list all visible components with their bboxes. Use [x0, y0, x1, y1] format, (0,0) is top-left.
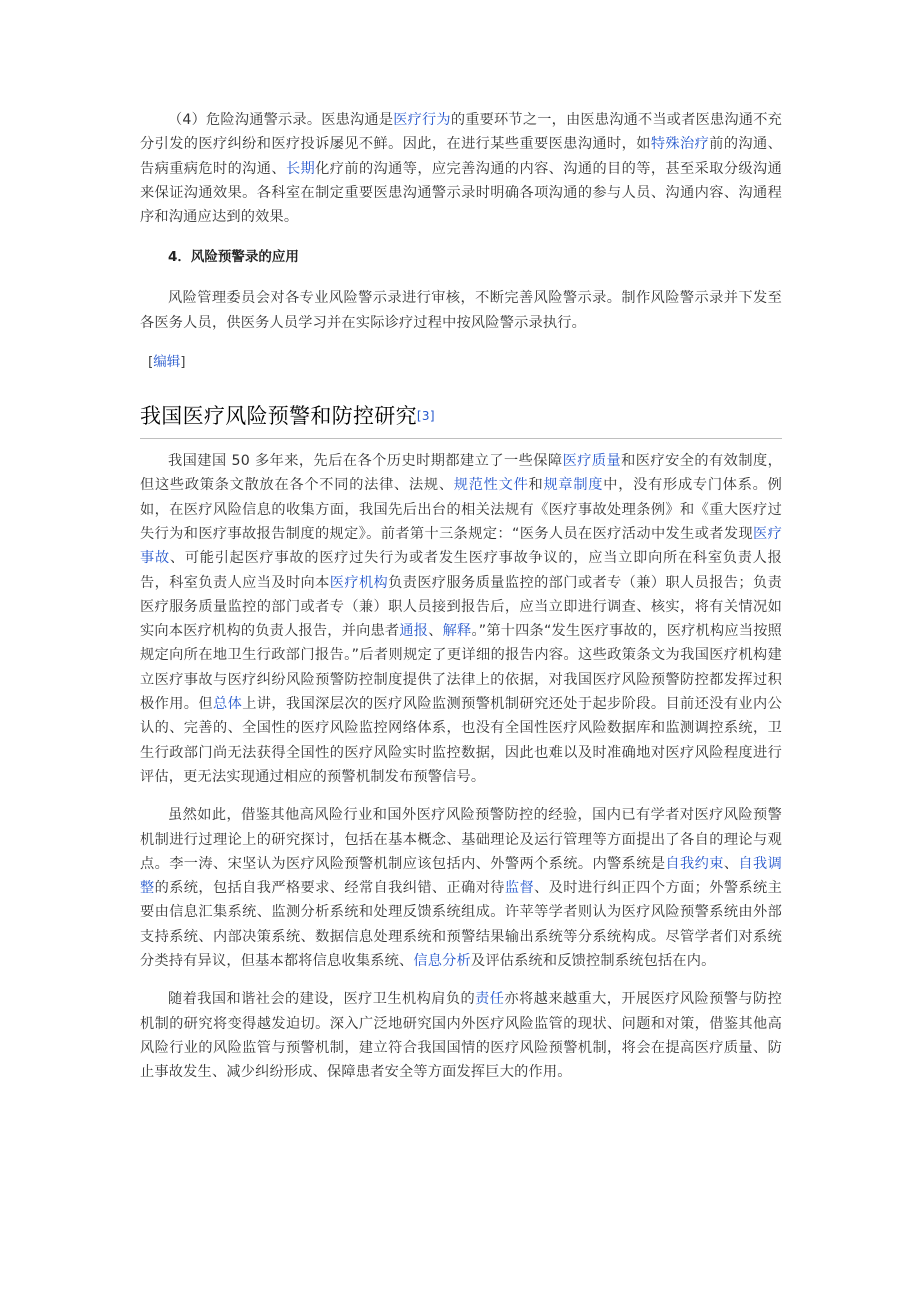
text-segment: 、可能引起医疗事故的医疗过失行为或者发生医疗事故争议的，应当立即向所在科室负责人报告，科室负责人应当及时向本	[140, 550, 782, 591]
reference-superscript	[417, 409, 435, 423]
text-segment: 的重要环节之一，由医患沟通不当或者医患沟通不充分引发的医疗纠纷和医疗投诉屡见不鲜。因此，在进行某些重要医患沟通时，如	[140, 112, 782, 153]
inline-link[interactable]: 规章制度	[543, 477, 604, 494]
section-title-text: 我国医疗风险预警和防控研究	[140, 404, 417, 429]
section-heading-wrapper	[140, 400, 782, 439]
text-segment: 和	[528, 477, 544, 494]
text-segment: 及评估系统和反馈控制系统包括在内。	[470, 953, 716, 970]
text-segment: 的系统，包括自我严格要求、经常自我纠错、正确对待	[154, 880, 505, 897]
text-segment: 和医疗安全的有效制度，但这些政策条文散放在各个不同的法律、法规、	[140, 453, 783, 494]
inline-link[interactable]: 解释	[442, 623, 472, 640]
inline-link[interactable]: 医疗质量	[562, 453, 622, 470]
text-segment: 、	[723, 855, 739, 872]
text-segment: 虽然如此，借鉴其他高风险行业和国外医疗风险预警防控的经验，国内已有学者对医疗风险预警机制进行过理论上的研究探讨，包括在基本概念、基础理论及运行管理等方面提出了各自的理论与观点。李一涛、宋坚认为医疗风险预警机制应该包括内、外警两个系统。内警系统是	[140, 807, 782, 872]
inline-link[interactable]: 监督	[504, 880, 535, 897]
text-segment: 中，没有形成专门体系。例如，在医疗风险信息的收集方面，我国先后出台的相关法规有《医疗事故处理条例》和《重大医疗过失行为和医疗事故报告制度的规定》。前者第十三条规定：“医务人员在医疗活动中发生或者发现	[140, 477, 783, 542]
edit-bracket-open: [	[148, 354, 154, 371]
inline-link[interactable]: 医疗行为	[393, 112, 451, 128]
inline-link[interactable]: 通报	[399, 623, 429, 640]
paragraph-policy-history	[140, 449, 782, 789]
subheading-application: 4．风险预警录的应用	[168, 249, 299, 266]
reference-link[interactable]: [3]	[416, 409, 435, 424]
inline-link[interactable]: 医疗事故	[140, 525, 782, 567]
text-segment: 亦将越来越重大，开展医疗风险预警与防控机制的研究将变得越发迫切。深入广泛地研究国内外医疗风险监管的现状、问题和对策，借鉴其他高风险行业的风险监管与预警机制，建立符合我国国情的医疗风险预警机制，将会在提高医疗质量、防止事故发生、减少纠纷形成、保障患者安全等方面发挥巨大的作用。	[140, 991, 782, 1081]
text-segment: （4）危险沟通警示录。医患沟通是	[168, 112, 394, 128]
edit-link[interactable]: 编辑	[153, 354, 181, 371]
inline-link[interactable]: 自我约束	[665, 855, 724, 872]
edit-link-wrapper	[140, 350, 782, 374]
text-segment: 负责医疗服务质量监控的部门或者专（兼）职人员报告；负责医疗服务质量监控的部门或者专（兼）职人员接到报告后，应当立即进行调查、核实，将有关情况如实向本医疗机构的负责人报告，并向患者	[140, 574, 782, 640]
inline-link[interactable]: 总体	[212, 696, 243, 713]
inline-link[interactable]: 医疗机构	[329, 574, 389, 591]
text-segment: 、及时进行纠正四个方面；外警系统主要由信息汇集系统、监测分析系统和处理反馈系统组成。许苹等学者则认为医疗风险预警系统由外部支持系统、内部决策系统、数据信息处理系统和预警结果输出系统等分系统构成。尽管学者们对系统分类持有异议，但基本都将信息收集系统、	[140, 880, 783, 970]
text-segment: 风险管理委员会对各专业风险警示录进行审核，不断完善风险警示录。制作风险警示录并下发至各医务人员，供医务人员学习并在实际诊疗过程中按风险警示录执行。	[140, 290, 782, 331]
inline-link[interactable]: 长期	[285, 160, 316, 177]
inline-link[interactable]: 自我调整	[140, 855, 783, 897]
inline-link[interactable]: 信息分析	[413, 953, 471, 970]
inline-link[interactable]: 特殊治疗	[650, 136, 710, 153]
text-segment: 随着我国和谐社会的建设，医疗卫生机构肩负的	[168, 991, 476, 1008]
text-segment: 、	[428, 623, 443, 640]
inline-link[interactable]: 责任	[475, 991, 505, 1008]
paragraph-risk-committee	[140, 286, 782, 335]
paragraph-scholar-research	[140, 803, 782, 973]
text-segment: 我国建国 50 多年来，先后在各个历史时期都建立了一些保障	[168, 453, 563, 470]
text-segment: 前的沟通、告病重病危时的沟通、	[140, 136, 782, 177]
paragraph-risk-communication	[140, 108, 782, 229]
text-segment: 化疗前的沟通等，应完善沟通的内容、沟通的目的等，甚至采取分级沟通来保证沟通效果。各科室在制定重要医患沟通警示录时明确各项沟通的参与人员、沟通内容、沟通程序和沟通应达到的效果。	[140, 160, 782, 226]
edit-bracket-close: ]	[180, 354, 186, 371]
paragraph-future-outlook	[140, 987, 782, 1084]
inline-link[interactable]: 规范性文件	[453, 477, 529, 494]
section-title	[140, 400, 782, 432]
text-segment: 上讲，我国深层次的医疗风险监测预警机制研究还处于起步阶段。目前还没有业内公认的、完善的、全国性的医疗风险监控网络体系，也没有全国性医疗风险数据库和监测调控系统，卫生行政部门尚无法获得全国性的医疗风险实时监控数据，因此也难以及时准确地对医疗风险程度进行评估，更无法实现通过相应的预警机制发布预警信号。	[140, 696, 782, 785]
article-body	[140, 108, 782, 1099]
text-segment: 。”第十四条“发生医疗事故的，医疗机构应当按照规定向所在地卫生行政部门报告。”后者则规定了更详细的报告内容。这些政策条文为我国医疗机构建立医疗事故与医疗纠纷风险预警防控制度提供了法律上的依据，对我国医疗风险预警防控都发挥过积极作用。但	[140, 623, 783, 713]
